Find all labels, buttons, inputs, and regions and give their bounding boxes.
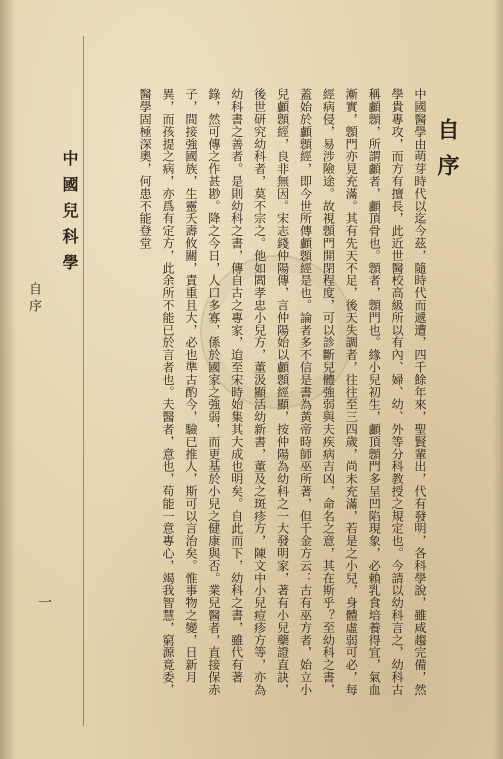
preface-paragraph: 中國醫學由萌芽時代以迄今茲，隨時代而遞遭，四千餘年來，聖賢輩出，代有發明，各科學說，雖咸趨完備，然學貴專攻，而方有擅長，此近世醫校高級所以有內、婦、幼、外等分科教授之規定也。今請以幼科言之，幼科古稱顱顖，所謂顱者，顱頂骨也。顖者，顖門也。緣小兒初生，顱頂顖門多呈凹陷現象，必賴乳食培養得宜，氣血漸實，顖門亦見充滿。其有先天不足，後天失調者，往往至三四歲，尚未充滿，若是之小兒，身體虛弱可必，每經病侵，易涉險途。故視顖門開閉程度，可以診斷兒體強弱與夫疾病吉凶，命名之意，其在斯乎？至幼科之書，蓋始於顱顖經，即今世所傳顱顖經是也。論者多不信是書為黃帝時師巫所著，但千金方云：古有巫方者，始立小兒顱顖經，良非無因。宋志錢仲陽傳，言仲陽始以顱顖經顯，按仲陽為幼科之一大發明家，著有小兒藥證直訣，後世研究幼科者，莫不宗之。他如閻孝忠小兒方，董汲顯活幼新書，董及之斑疹方，陳文中小兒痘疹方等，亦為幼科書之善者。是則幼科之書，傳自古之專家，迨至宋時始集其大成也明矣。自此而下，幼科之書，雖代有著錄，然可傳之作甚尠。降之今日，人口多寡，係於國家之強弱，而更基於小兒之健康與否。業兒醫者，直接保赤子，間接強國族，生靈夭壽攸關，責重且大，必也準古酌今，驗已推人，斯可以言治矣。惟事物之變，日新月異，而孩提之病，亦爲有定方，此余所不能已於言者也。夫醫者，意也，苟能一意專心，竭我智慧，窮源竟委，醫學固極深奧，何患不能登堂 — [138, 88, 427, 696]
margin-rule — [83, 36, 84, 726]
running-book-title: 中國兒科學 — [60, 150, 79, 280]
page-heading: 自序 — [434, 118, 460, 190]
page-edge-shadow-left — [0, 0, 16, 759]
page-edge-shadow-right — [493, 0, 503, 759]
running-section-name: 自序 — [26, 282, 41, 316]
preface-body-text — [71, 88, 431, 703]
page-number: 一 — [36, 595, 52, 609]
